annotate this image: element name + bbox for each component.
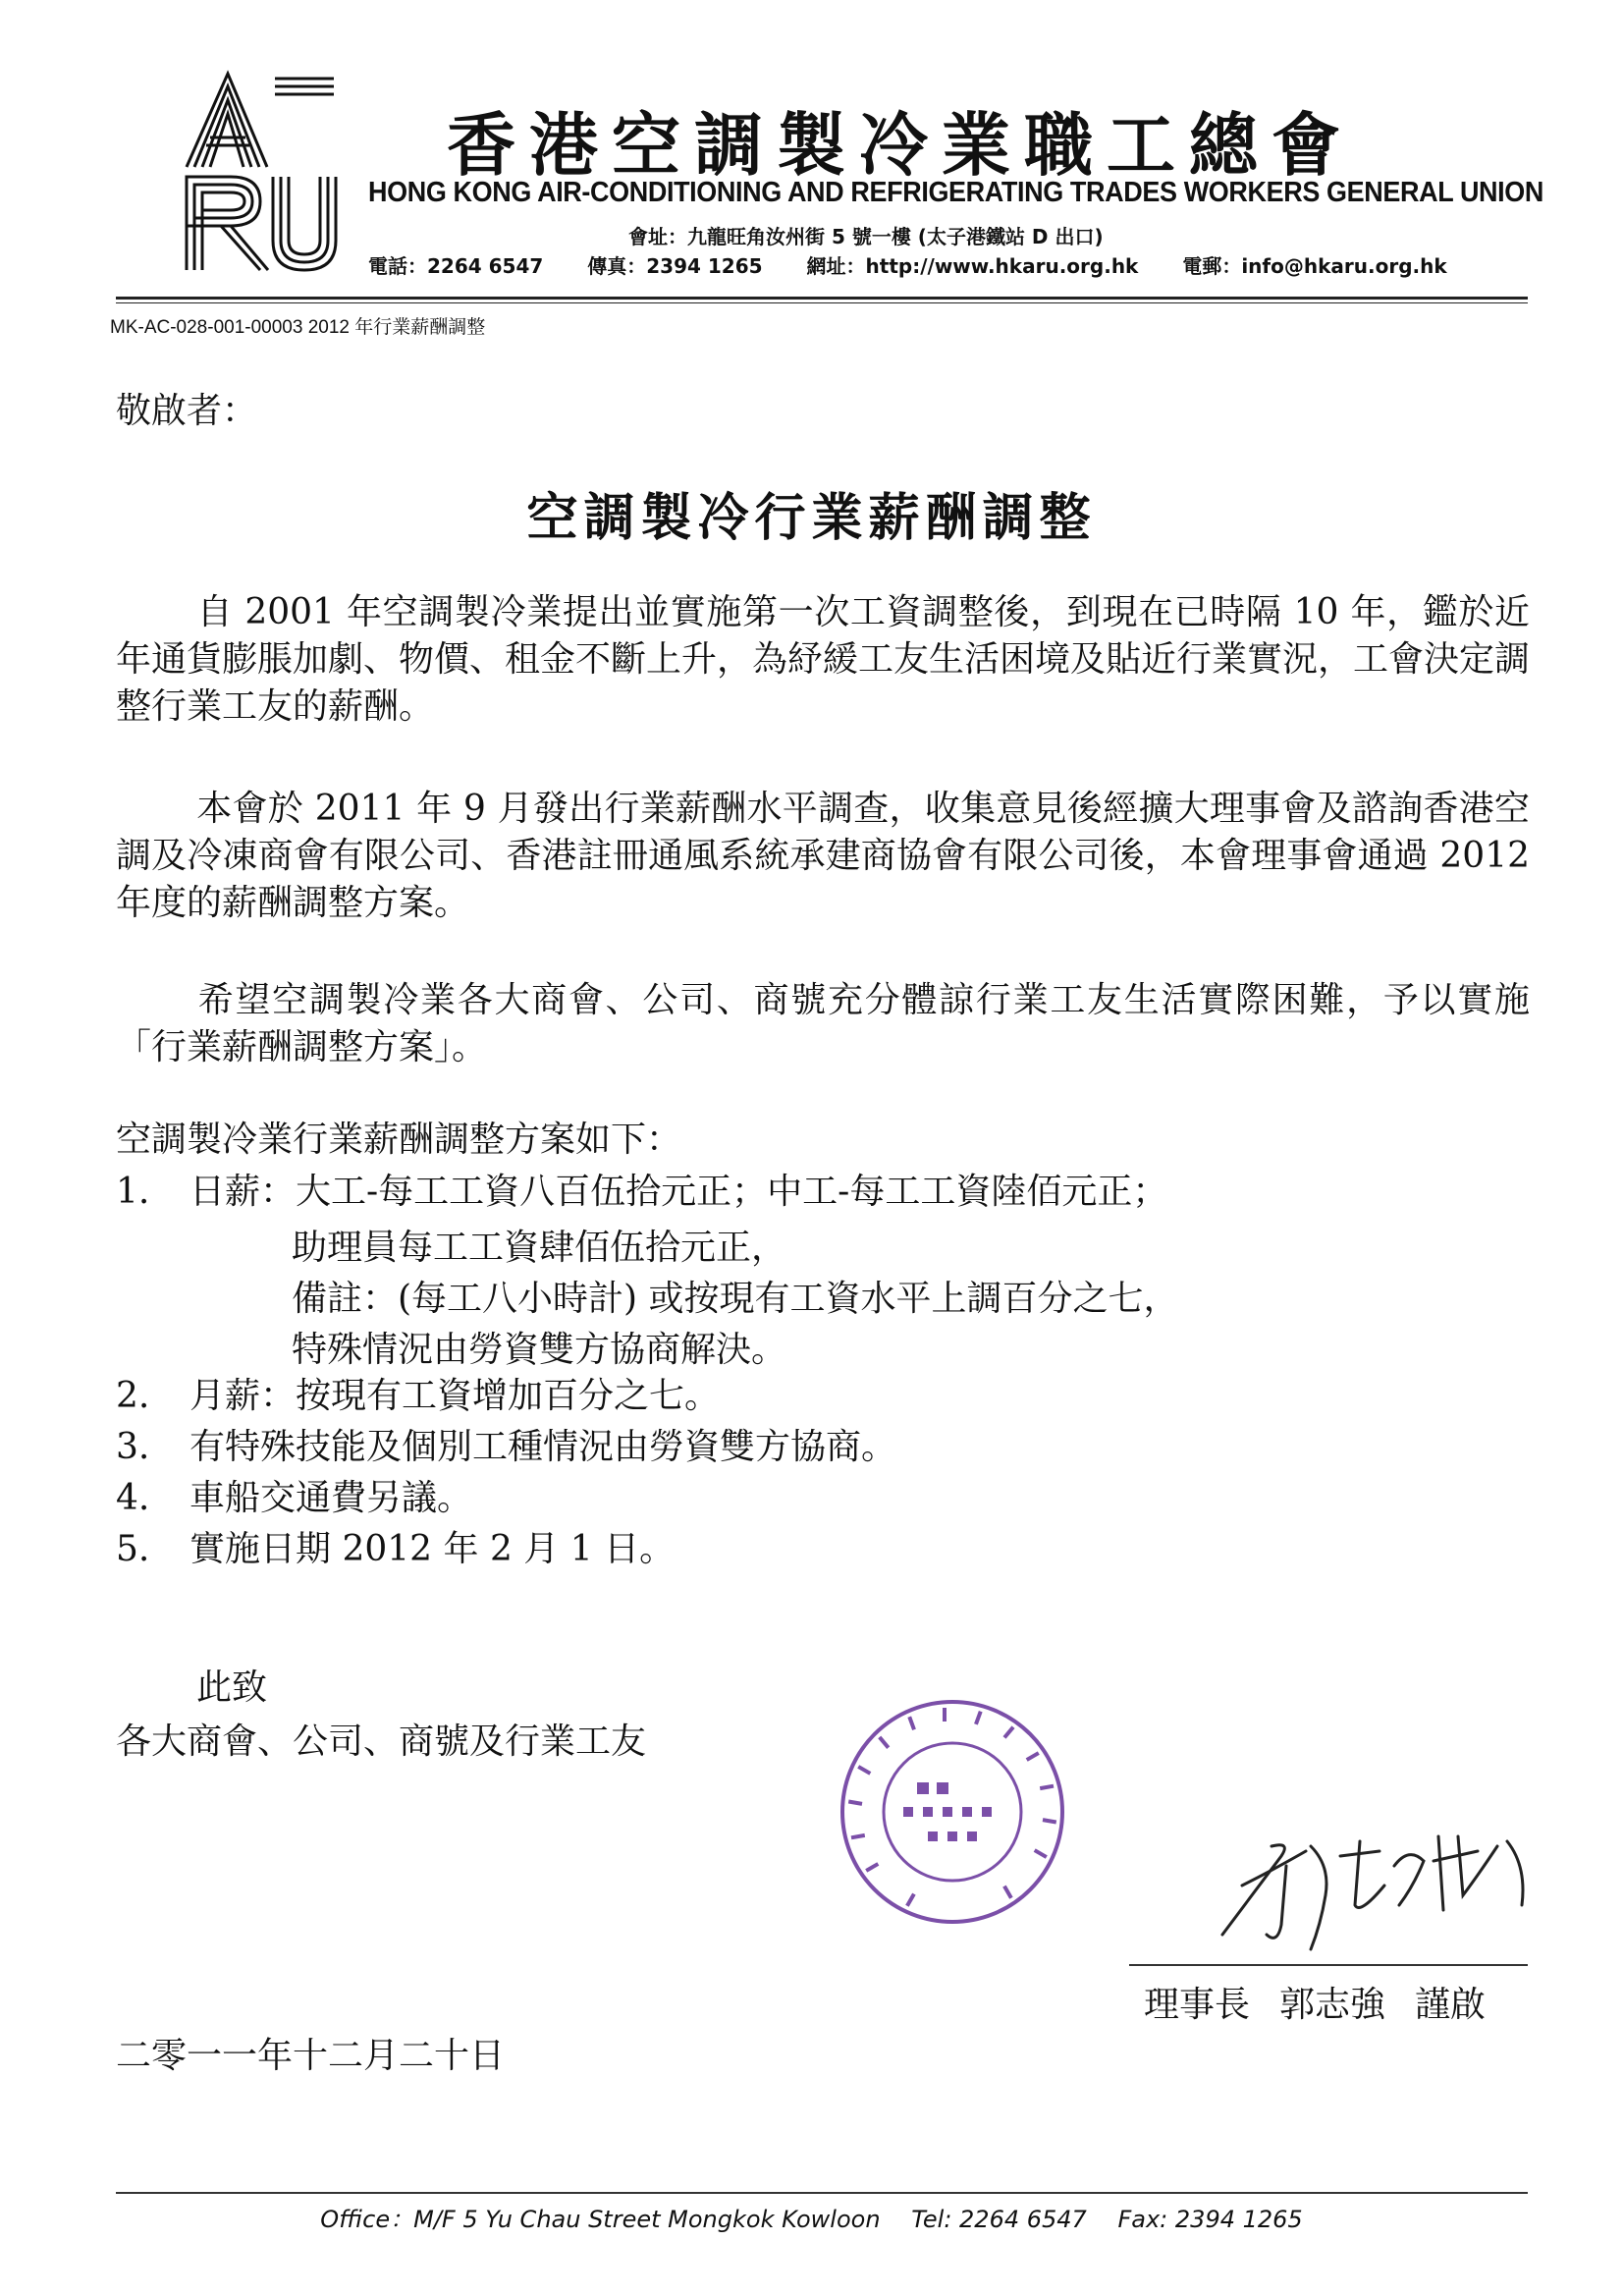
paragraph-1-text: 自 2001 年空調製冷業提出並實施第一次工資調整後，到現在已時隔 10 年，鑑於近年通貨膨脹加劇、物價、租金不斷上升，為紓緩工友生活困境及貼近行業實況，工會決定調整行業工友的薪酬。 (116, 592, 1531, 727)
list-item-text: 有特殊技能及個別工種情況由勞資雙方協商。 (189, 1427, 897, 1467)
list-item-continuation: 特殊情況由勞資雙方協商解決。 (292, 1330, 787, 1370)
list-item-continuation: 備註：(每工八小時計) 或按現有工資水平上調百分之七， (292, 1279, 1179, 1319)
list-item-text: 實施日期 2012 年 2 月 1 日。 (189, 1529, 676, 1569)
signer-block (1144, 1977, 1515, 2027)
list-item-text: 月薪：按現有工資增加百分之七。 (189, 1376, 721, 1416)
list-item (116, 1526, 675, 1573)
closing-line-1: 此致 (196, 1667, 268, 1708)
paragraph-1 (116, 589, 1530, 731)
aru-logo (177, 69, 344, 275)
list-item (116, 1373, 720, 1420)
footer-fax: Fax: 2394 1265 (1117, 2206, 1303, 2233)
list-item-continuation: 助理員每工工資肆佰伍拾元正， (292, 1228, 787, 1268)
list-item (116, 1169, 1167, 1216)
paragraph-3-text: 希望空調製冷業各大商會、公司、商號充分體諒行業工友生活實際困難，予以實施「行業薪酬調整方案」。 (116, 980, 1530, 1067)
list-item-number: 5. (116, 1529, 150, 1569)
header-rule (116, 297, 1528, 300)
union-seal-stamp (835, 1694, 1070, 1930)
paragraph-2-text: 本會於 2011 年 9 月發出行業薪酬水平調查，收集意見後經擴大理事會及諮詢香港空調及冷凍商會有限公司、香港註冊通風系統承建商協會有限公司後，本會理事會通過 2012 年度的薪酬調整方案。 (116, 789, 1530, 923)
signer-closing: 謹啟 (1415, 1985, 1487, 2025)
footer-rule (116, 2192, 1528, 2194)
website[interactable]: 網址：http://www.hkaru.org.hk (806, 254, 1139, 278)
handwritten-signature (1213, 1817, 1546, 1954)
list-item-text: 車船交通費另議。 (189, 1478, 473, 1518)
footer (0, 2200, 1623, 2234)
org-name-en: HONG KONG AIR-CONDITIONING AND REFRIGERATING TRADES WORKERS GENERAL UNION (368, 177, 1543, 208)
fax: 傳真：2394 1265 (587, 254, 763, 278)
paragraph-2 (116, 786, 1530, 927)
email[interactable]: 電郵：info@hkaru.org.hk (1182, 254, 1447, 278)
list-item-text: 日薪：大工-每工工資八百伍拾元正；中工-每工工資陸佰元正； (189, 1172, 1168, 1212)
footer-office: Office：M/F 5 Yu Chau Street Mongkok Kowloon (320, 2206, 881, 2233)
salutation: 敬啟者： (116, 391, 258, 431)
list-item (116, 1424, 896, 1471)
footer-tel: Tel: 2264 6547 (911, 2206, 1087, 2233)
paragraph-3 (116, 977, 1530, 1071)
list-item-number: 1. (116, 1172, 150, 1212)
phone: 電話：2264 6547 (368, 254, 544, 278)
list-item (116, 1475, 472, 1522)
signer-title: 理事長 (1144, 1985, 1251, 2025)
contact-line (368, 250, 1485, 279)
list-item-number: 2. (116, 1376, 150, 1416)
list-heading: 空調製冷業行業薪酬調整方案如下： (116, 1120, 682, 1160)
header-rule-thin (116, 302, 1528, 303)
list-item-number: 4. (116, 1478, 150, 1518)
signer-name: 郭志強 (1279, 1985, 1386, 2025)
closing-line-2: 各大商會、公司、商號及行業工友 (116, 1722, 647, 1762)
org-name-zh: 香港空調製冷業職工總會 (447, 104, 1354, 186)
org-address: 會址：九龍旺角汝州街 5 號一樓 (太子港鐵站 D 出口) (628, 225, 1104, 248)
signature-line (1129, 1964, 1528, 1966)
reference-number: MK-AC-028-001-00003 2012 年行業薪酬調整 (110, 317, 486, 338)
letter-title: 空調製冷行業薪酬調整 (526, 488, 1097, 548)
letter-date: 二零一一年十二月二十日 (116, 2036, 506, 2076)
list-item-number: 3. (116, 1427, 150, 1467)
